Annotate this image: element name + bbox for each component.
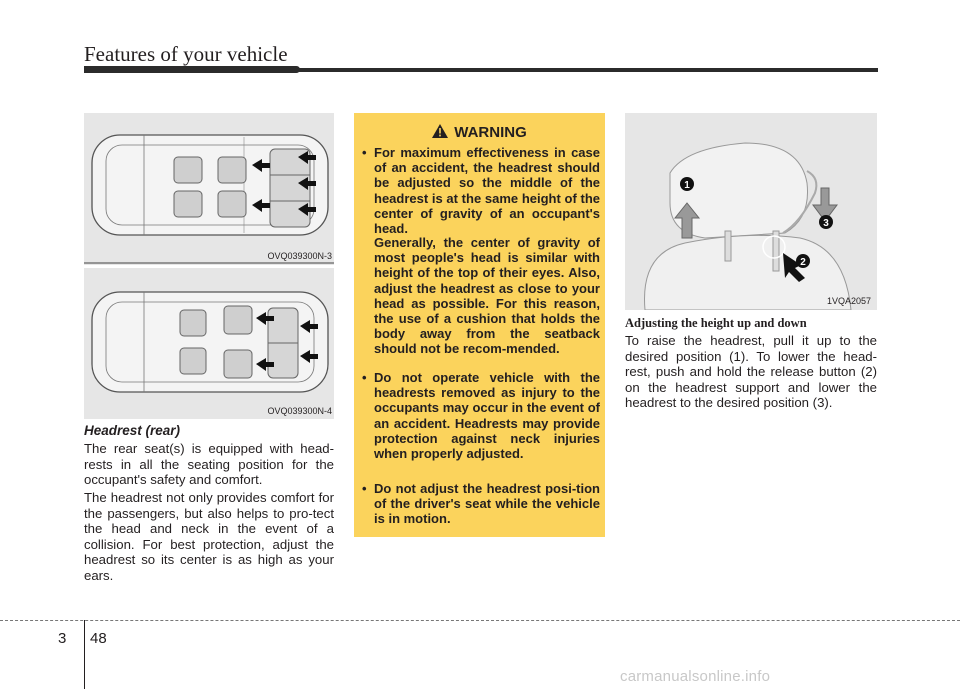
warning-triangle-icon — [432, 124, 448, 138]
warning-item-3 — [362, 481, 600, 527]
figure-rear-seat-headrests-2 — [84, 268, 334, 419]
paragraph-rear-seat-headrests: The rear seat(s) is equipped with head-rests in all the seating position for the occupant's safety and comfort. — [84, 441, 334, 488]
svg-text:3: 3 — [823, 218, 829, 229]
header-rule — [84, 68, 878, 72]
bullet: • — [362, 370, 367, 385]
figure-3-caption: 1VQA2057 — [826, 296, 871, 306]
footer-divider — [0, 620, 960, 621]
footer-chapter-number: 3 — [58, 630, 67, 647]
figure-rear-seat-headrests-1 — [84, 113, 334, 265]
page-header-title: Features of your vehicle — [84, 42, 288, 66]
warning-box — [354, 113, 605, 537]
warning-title-text: WARNING — [454, 124, 527, 141]
bullet: • — [362, 145, 367, 160]
svg-text:2: 2 — [800, 257, 806, 268]
warning-title — [354, 124, 605, 141]
footer-vertical-rule — [84, 620, 85, 689]
figure-1-caption: OVQ039300N-3 — [267, 251, 332, 261]
svg-text:1: 1 — [684, 180, 690, 191]
warning-item-1-text: For maximum effectiveness in case of an accident, the headrest should be adjusted so the middle of the headrest is at the same height of the center of gravity of an occupant's head. — [374, 145, 600, 237]
figure-headrest-adjustment — [625, 113, 877, 310]
watermark: carmanualsonline.info — [620, 668, 771, 685]
warning-item-3-text: Do not adjust the headrest posi-tion of the driver's seat while the vehicle is in motion. — [374, 481, 600, 527]
headrest-adjustment-illustration — [625, 113, 877, 310]
paragraph-adjusting-height: To raise the headrest, pull it up to the desired position (1). To lower the head-rest, push and hold the release button (2) on the headrest support and lower the headrest to the desired position (3). — [625, 333, 877, 411]
warning-item-2-text: Do not operate vehicle with the headrests removed as injury to the occupants may occur in the event of an accident. Headrests may provide protection against neck injuries when properly adjusted. — [374, 370, 600, 462]
warning-item-1 — [362, 145, 600, 237]
section-subheading-headrest-rear: Headrest (rear) — [84, 423, 181, 438]
bullet: • — [362, 481, 367, 496]
paragraph-headrest-protection: The headrest not only provides comfort for the passengers, but also helps to pro-tect the head and neck in the event of a collision. For best protection, adjust the headrest so its center is as high as your ears. — [84, 490, 334, 583]
warning-item-2 — [362, 370, 600, 462]
van-top-view-illustration — [84, 113, 334, 265]
footer-page-number: 48 — [90, 630, 107, 647]
van-top-view-illustration-2 — [84, 268, 334, 419]
warning-item-1-continued: Generally, the center of gravity of most people's head is similar with height of the top of their eyes. Also, adjust the headrest as close to your head as possible. For this reason, the use of a cushion that holds the body away from the seatback should not be recom-mended. — [374, 235, 600, 357]
figure-2-caption: OVQ039300N-4 — [267, 406, 332, 416]
section-subheading-adjusting-height: Adjusting the height up and down — [625, 316, 807, 330]
